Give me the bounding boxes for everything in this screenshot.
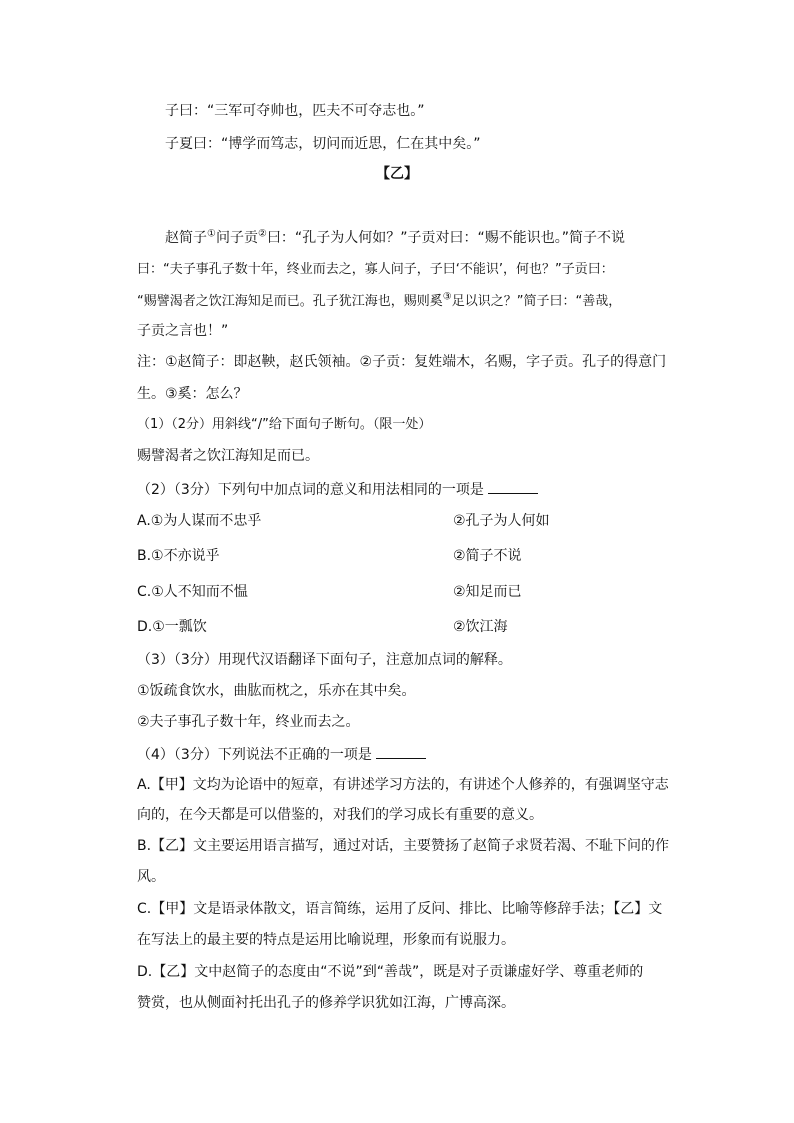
- q2-option-d: D.①一瓢饮 ②饮江海: [137, 619, 508, 635]
- notes-line-2: 生。③奚：怎么？: [137, 386, 248, 402]
- q4-stem: （4）（3分）下列说法不正确的一项是: [137, 744, 677, 765]
- q4-option-d-line-2: 赞赏，也从侧面衬托出孔子的修养学识犹如江海，广博高深。: [137, 995, 515, 1011]
- q3-item-1: ①饭疏食饮水，曲肱而枕之，乐亦在其中矣。: [137, 683, 416, 699]
- q4-option-a-line-1: A.【甲】文均为论语中的短章，有讲述学习方法的，有讲述个人修养的，有强调坚守志: [137, 777, 669, 793]
- yi-text-line-3: “赐譬渴者之饮江海知足而已。孔子犹江海也，赐则奚③足以识之？”简子曰：“善哉，: [137, 291, 622, 309]
- notes-line-1: 注：①赵简子：即赵鞅，赵氏领袖。②子贡：复姓端木，名赐，字子贡。孔子的得意门: [137, 354, 667, 370]
- q3-item-2: ②夫子事孔子数十年，终业而去之。: [137, 714, 360, 730]
- answer-blank: [376, 744, 426, 759]
- yi-heading: 【乙】: [376, 166, 418, 182]
- q4-option-d-line-1: D.【乙】文中赵简子的态度由“不说”到“善哉”，既是对子贡谦虚好学、尊重老师的: [137, 964, 644, 980]
- jia-line-1: 子曰：“三军可夺帅也，匹夫不可夺志也。”: [165, 103, 425, 119]
- q2-stem: （2）（3分）下列句中加点词的意义和用法相同的一项是: [137, 479, 677, 500]
- yi-text-line-1: 赵简子①问子贡②曰：“孔子为人何如？”子贡对曰：“赐不能识也。”简子不说: [165, 228, 625, 246]
- q1-stem: （1）（2分）用斜线“/”给下面句子断句。（限一处）: [137, 417, 432, 432]
- q4-option-c-line-2: 在写法上的最主要的特点是运用比喻说理，形象而有说服力。: [137, 932, 515, 948]
- q2-option-b: B.①不亦说乎 ②简子不说: [137, 548, 522, 564]
- footnote-marker: ②: [257, 228, 267, 240]
- footnote-marker: ①: [207, 228, 216, 240]
- q4-option-b-line-2: 风。: [137, 869, 165, 885]
- jia-line-2: 子夏曰：“博学而笃志，切问而近思，仁在其中矣。”: [165, 136, 481, 152]
- q4-option-b-line-1: B.【乙】文主要运用语言描写，通过对话，主要赞扬了赵简子求贤若渴、不耻下问的作: [137, 838, 670, 854]
- q3-stem: （3）（3分）用现代汉语翻译下面句子，注意加点词的解释。: [137, 652, 512, 668]
- q1-sentence: 赐譬渴者之饮江海知足而已。: [137, 448, 319, 464]
- answer-blank: [488, 479, 538, 494]
- q2-option-c: C.①人不知而不愠 ②知足而已: [137, 584, 522, 600]
- yi-text-line-2: 曰：“夫子事孔子数十年，终业而去之，寡人问子，子曰‘不能识’，何也？”子贡曰：: [137, 262, 614, 277]
- yi-text-line-4: 子贡之言也！”: [137, 323, 229, 339]
- footnote-marker: ③: [442, 291, 452, 303]
- q4-option-c-line-1: C.【甲】文是语录体散文，语言简练，运用了反问、排比、比喻等修辞手法；【乙】文: [137, 901, 663, 917]
- q2-option-a: A.①为人谋而不忠乎 ②孔子为人何如: [137, 513, 550, 529]
- q4-option-a-line-2: 向的，在今天都是可以借鉴的，对我们的学习成长有重要的意义。: [137, 807, 543, 823]
